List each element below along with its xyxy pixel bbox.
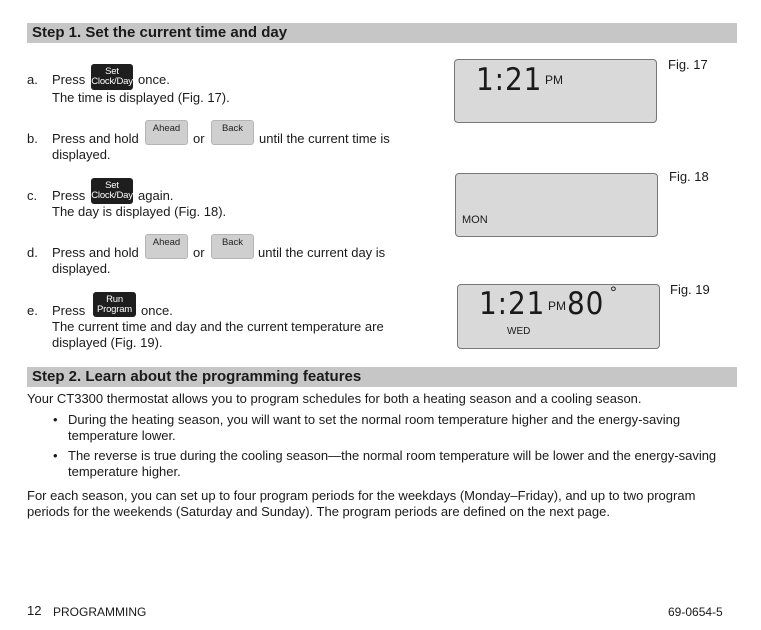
- step-c-press-text: Press: [52, 188, 86, 203]
- ahead-button: Ahead: [145, 120, 188, 145]
- step-d-press-text: Press and hold: [52, 245, 139, 260]
- step-d-after-text: until the current day is: [258, 245, 386, 260]
- step-a-line2: The time is displayed (Fig. 17).: [52, 90, 230, 105]
- step-d-line2: displayed.: [52, 261, 111, 276]
- step-e-press-text: Press: [52, 303, 86, 318]
- step-e-letter: e.: [27, 303, 38, 318]
- step-a-letter: a.: [27, 72, 38, 87]
- fig19-display: [457, 284, 660, 349]
- set-clock-day-line1: Set: [105, 66, 119, 77]
- run-program-line1: Run: [106, 293, 123, 305]
- fig18-display: [455, 173, 658, 237]
- bullet-1-line2: temperature lower.: [68, 428, 176, 443]
- step-a-after-text: once.: [138, 72, 170, 87]
- footer-section: PROGRAMMING: [53, 605, 147, 619]
- step-b-letter: b.: [27, 131, 38, 146]
- step-e-line3: displayed (Fig. 19).: [52, 335, 163, 350]
- step-d-letter: d.: [27, 245, 38, 260]
- run-program-button: [93, 292, 136, 317]
- step-c-after-text: again.: [138, 188, 174, 203]
- fig17-display: [454, 59, 657, 123]
- step-b-after-text: until the current time is: [259, 131, 390, 146]
- bullet-2-dot: •: [53, 448, 58, 463]
- step-b-press-text: Press and hold: [52, 131, 139, 146]
- fig19-ampm: PM: [548, 299, 566, 313]
- set-clock-day-line2: Clock/Day: [91, 76, 133, 87]
- bullet-1-line1: During the heating season, you will want to set the normal room temperature higher and the energy-saving: [68, 412, 681, 427]
- bullet-2-line1: The reverse is true during the cooling season—the normal room temperature will be lower and the energy-saving: [68, 448, 717, 463]
- step-e-after-text: once.: [141, 303, 173, 318]
- bullet-2-line2: temperature higher.: [68, 464, 181, 479]
- step2-outro-line1: For each season, you can set up to four program periods for the weekdays (Monday–Friday), and up to two program: [27, 488, 696, 503]
- step-c-line2: The day is displayed (Fig. 18).: [52, 204, 227, 219]
- step-b-line2: displayed.: [52, 147, 111, 162]
- step-b-or-text: or: [193, 131, 205, 146]
- fig17-label: Fig. 17: [668, 57, 708, 72]
- step1-heading: Step 1. Set the current time and day: [27, 23, 737, 43]
- step-c-letter: c.: [27, 188, 38, 203]
- fig17-ampm: PM: [545, 73, 563, 87]
- fig19-day: WED: [507, 326, 531, 337]
- back-button-2: Back: [211, 234, 254, 259]
- set-clock-day-line1: Set: [105, 180, 119, 191]
- set-clock-day-line2: Clock/Day: [91, 190, 133, 201]
- fig19-degree-symbol: °: [610, 283, 617, 302]
- fig18-label: Fig. 18: [669, 169, 709, 184]
- back-button: Back: [211, 120, 254, 145]
- fig19-label: Fig. 19: [670, 282, 710, 297]
- set-clock-day-button: [91, 64, 133, 90]
- step2-outro-line2: periods for the weekends (Saturday and Sunday). The program periods are defined on the next page.: [27, 504, 610, 519]
- fig19-time: 1:21: [479, 286, 546, 322]
- bullet-1-dot: •: [53, 412, 58, 427]
- step-a-press-text: Press: [52, 72, 86, 87]
- step-e-line2: The current time and day and the current temperature are: [52, 319, 384, 334]
- set-clock-day-button-2: [91, 178, 133, 204]
- step-d-or-text: or: [193, 245, 205, 260]
- ahead-button-2: Ahead: [145, 234, 188, 259]
- footer-doc-code: 69-0654-5: [668, 605, 723, 619]
- step2-heading: Step 2. Learn about the programming features: [27, 367, 737, 387]
- fig17-time: 1:21: [476, 62, 543, 98]
- fig19-temperature: 80: [567, 286, 605, 322]
- footer-page-number: 12: [27, 603, 42, 618]
- step2-intro: Your CT3300 thermostat allows you to program schedules for both a heating season and a cooling season.: [27, 391, 642, 406]
- run-program-line2: Program: [96, 303, 133, 315]
- fig18-day: MON: [462, 214, 488, 226]
